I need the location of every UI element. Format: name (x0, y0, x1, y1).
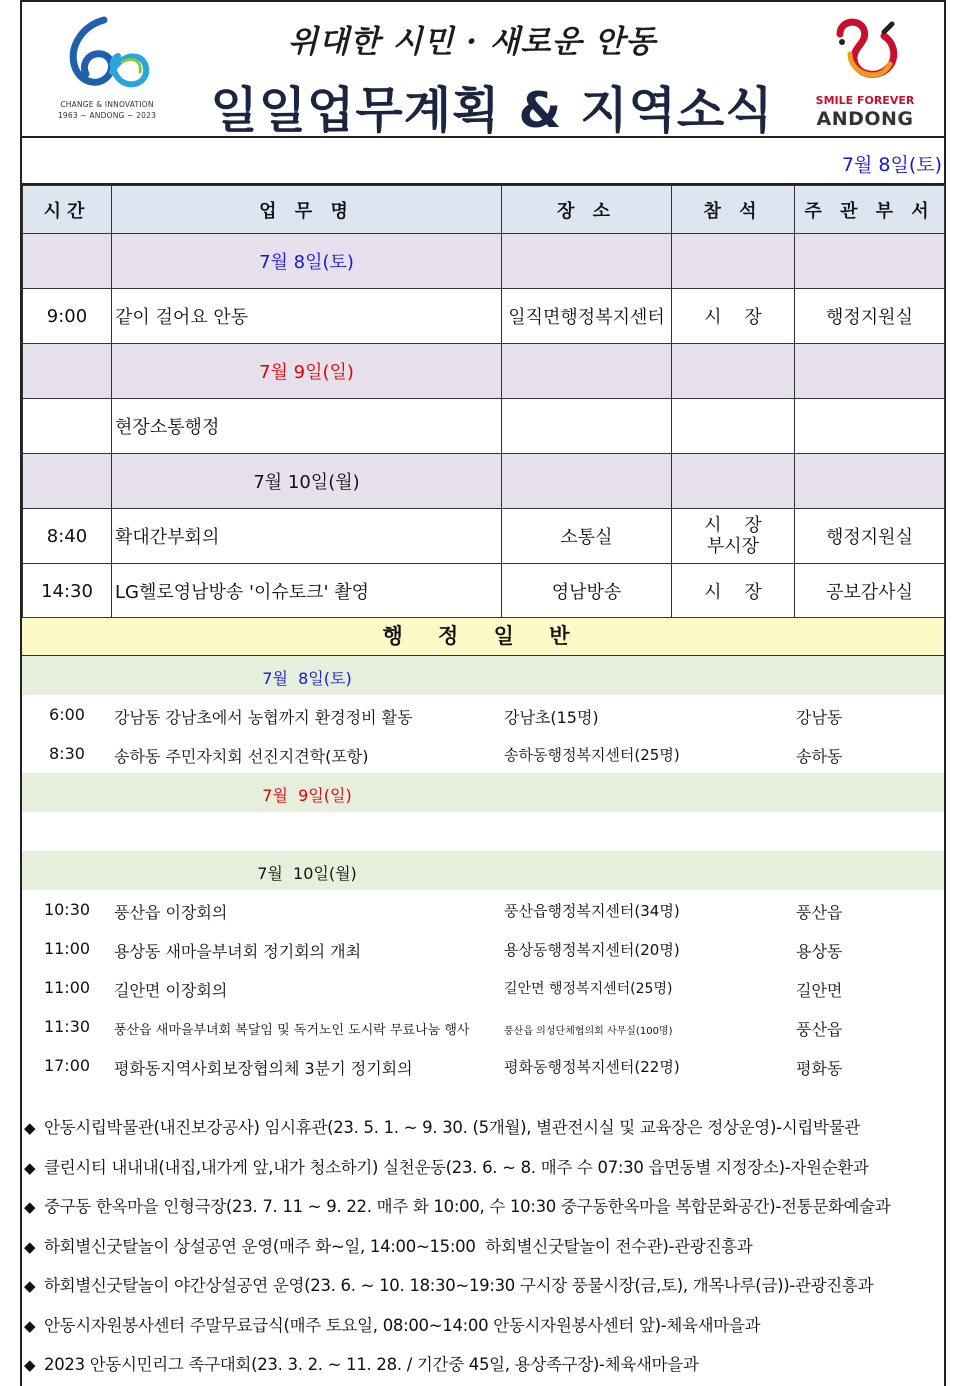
schedule-table (22, 185, 945, 619)
cell-dept: 공보감사실 (795, 564, 945, 619)
table-row (23, 509, 945, 564)
notice-item (22, 1306, 948, 1346)
col-task: 업 무 명 (112, 186, 502, 234)
notice-item (22, 1148, 948, 1188)
admin-row-empty (22, 812, 944, 851)
col-attend: 참 석 (672, 186, 795, 234)
document-date: 7월 8일(토) (841, 154, 942, 176)
cell-dept: 행정지원실 (795, 509, 945, 564)
date-row (22, 138, 944, 185)
admin-dept: 풍산읍 (796, 903, 843, 922)
col-time: 시간 (23, 186, 112, 234)
document-header (22, 0, 944, 138)
cell-place: 소통실 (502, 509, 672, 564)
col-dept: 주 관 부 서 (795, 186, 945, 234)
diamond-bullet-icon: ◆ (24, 1356, 36, 1374)
cell-task: 확대간부회의 (112, 509, 502, 564)
anniversary-60-logo (52, 12, 162, 128)
admin-place: 강남초(15명) (504, 708, 599, 727)
admin-task: 강남동 강남초에서 농협까지 환경정비 활동 (114, 708, 413, 727)
day-row (23, 234, 945, 289)
admin-place: 풍산읍행정복지센터(34명) (504, 902, 680, 920)
cell-attend: 시 장 (672, 289, 795, 344)
admin-place: 용상동행정복지센터(20명) (504, 941, 680, 959)
admin-task: 용상동 새마을부녀회 정기회의 개최 (114, 942, 362, 961)
admin-task: 길안면 이장회의 (114, 981, 228, 1000)
notice-text: 하회별신굿탈놀이 야간상설공연 운영(23. 6. ~ 10. 18:30~19:30 구시장 풍물시장(금,토), 개목나루(금))-관광진흥과 (44, 1276, 874, 1295)
cell-task: 같이 걸어요 안동 (112, 289, 502, 344)
admin-row (22, 734, 944, 773)
cell-place: 영남방송 (502, 564, 672, 619)
admin-row (22, 929, 944, 968)
logo-caption-1: CHANGE & INNOVATION (60, 100, 154, 109)
cell-time: 14:30 (23, 564, 112, 619)
admin-day-label: 7월 8일(토) (262, 669, 352, 688)
admin-time: 6:00 (49, 705, 85, 724)
admin-time: 11:00 (43, 939, 91, 958)
col-place: 장 소 (502, 186, 672, 234)
notice-text: 안동시립박물관(내진보강공사) 임시휴관(23. 5. 1. ~ 9. 30. (5개월), 별관전시실 및 교육장은 정상운영)-시립박물관 (44, 1118, 860, 1137)
admin-time: 17:00 (43, 1056, 91, 1075)
document-page (20, 0, 946, 1386)
notice-item (22, 1266, 948, 1306)
cell-time: 8:40 (23, 509, 112, 564)
admin-task: 평화동지역사회보장협의체 3분기 정기회의 (114, 1059, 413, 1078)
attend-mayor: 시 장 (704, 515, 762, 536)
notice-list (22, 1108, 948, 1385)
admin-place: 길안면 행정복지센터(25명) (504, 981, 673, 997)
diamond-bullet-icon: ◆ (24, 1316, 36, 1335)
cell-task: LG헬로영남방송 '이슈토크' 촬영 (112, 564, 502, 619)
admin-day-row (22, 656, 944, 695)
admin-time: 8:30 (49, 744, 85, 763)
notice-item (22, 1345, 948, 1385)
logo-right-line1: SMILE FOREVER (815, 94, 915, 107)
admin-row (22, 695, 944, 734)
diamond-bullet-icon: ◆ (24, 1237, 36, 1256)
admin-row (22, 890, 944, 929)
admin-place: 풍산읍 의성단체협의회 사무실(100명) (504, 1026, 673, 1037)
day-label: 7월 8일(토) (112, 234, 502, 289)
cell-place (502, 399, 672, 454)
slogan: 위대한 시민 · 새로운 안동 (287, 24, 657, 60)
admin-dept: 송하동 (796, 747, 843, 766)
page-title: 일일업무계획 & 지역소식 (210, 82, 774, 139)
day-label: 7월 9일(일) (112, 344, 502, 399)
cell-dept: 행정지원실 (795, 289, 945, 344)
cell-dept (795, 399, 945, 454)
cell-task: 현장소통행정 (112, 399, 502, 454)
attend-vice-mayor: 부시장 (706, 536, 760, 557)
table-row (23, 289, 945, 344)
admin-place: 평화동행정복지센터(22명) (504, 1058, 680, 1076)
cell-attend (672, 399, 795, 454)
cell-attend: 시 장 (672, 564, 795, 619)
admin-task: 풍산읍 새마을부녀회 복달임 및 독거노인 도시락 무료나눔 행사 (114, 1023, 470, 1038)
admin-section-title: 행 정 일 반 (22, 617, 944, 656)
notice-item (22, 1227, 948, 1267)
cell-time: 9:00 (23, 289, 112, 344)
smile-forever-andong-logo (810, 14, 920, 132)
notice-item (22, 1187, 948, 1227)
admin-day-row (22, 773, 944, 812)
admin-time: 10:30 (43, 900, 91, 919)
admin-time: 11:00 (43, 978, 91, 997)
admin-day-label: 7월 10일(월) (257, 864, 357, 883)
notice-text: 클린시티 내내내(내집,내가게 앞,내가 청소하기) 실천운동(23. 6. ~ 8. 매주 수 07:30 읍면동별 지정장소)-자원순환과 (44, 1157, 869, 1177)
andong-emblem-icon (810, 14, 920, 94)
logo-caption-2: 1963 ~ ANDONG ~ 2023 (57, 111, 157, 120)
admin-place: 송하동행정복지센터(25명) (504, 746, 680, 764)
notice-text: 중구동 한옥마을 인형극장(23. 7. 11 ~ 9. 22. 매주 화 10:00, 수 10:30 중구동한옥마을 복합문화공간)-전통문화예술과 (44, 1197, 891, 1216)
admin-row (22, 1007, 944, 1046)
anniversary-60-icon (52, 12, 162, 102)
admin-dept: 길안면 (796, 981, 843, 1000)
admin-dept: 풍산읍 (796, 1020, 843, 1039)
notice-text: 안동시자원봉사센터 주말무료급식(매주 토요일, 08:00~14:00 안동시자원봉사센터 앞)-체육새마을과 (44, 1315, 761, 1335)
table-row (23, 399, 945, 454)
admin-task: 풍산읍 이장회의 (114, 903, 228, 922)
admin-dept: 평화동 (796, 1059, 843, 1078)
notice-text: 하회별신굿탈놀이 상설공연 운영(매주 화~일, 14:00~15:00 하회별신굿탈놀이 전수관)-관광진흥과 (44, 1236, 753, 1256)
cell-place: 일직면행정복지센터 (502, 289, 672, 344)
day-row (23, 344, 945, 399)
notice-text: 2023 안동시민리그 족구대회(23. 3. 2. ~ 11. 28. / 기간중 45일, 용상족구장)-체육새마을과 (44, 1355, 699, 1374)
table-row (23, 564, 945, 619)
admin-day-row (22, 851, 944, 890)
day-label: 7월 10일(월) (112, 454, 502, 509)
cell-time (23, 399, 112, 454)
admin-row (22, 1046, 944, 1085)
admin-time: 11:30 (43, 1017, 91, 1036)
admin-dept: 용상동 (796, 942, 843, 961)
diamond-bullet-icon: ◆ (24, 1119, 36, 1137)
notice-item (22, 1108, 948, 1148)
admin-row (22, 968, 944, 1007)
admin-task: 송하동 주민자치회 선진지견학(포항) (114, 747, 369, 766)
table-header-row (23, 186, 945, 234)
admin-dept: 강남동 (796, 708, 843, 727)
cell-attend (672, 509, 795, 564)
diamond-bullet-icon: ◆ (24, 1198, 36, 1216)
diamond-bullet-icon: ◆ (24, 1158, 36, 1177)
day-row (23, 454, 945, 509)
diamond-bullet-icon: ◆ (24, 1277, 36, 1295)
admin-day-label: 7월 9일(일) (262, 786, 352, 805)
logo-right-line2: ANDONG (816, 108, 914, 130)
